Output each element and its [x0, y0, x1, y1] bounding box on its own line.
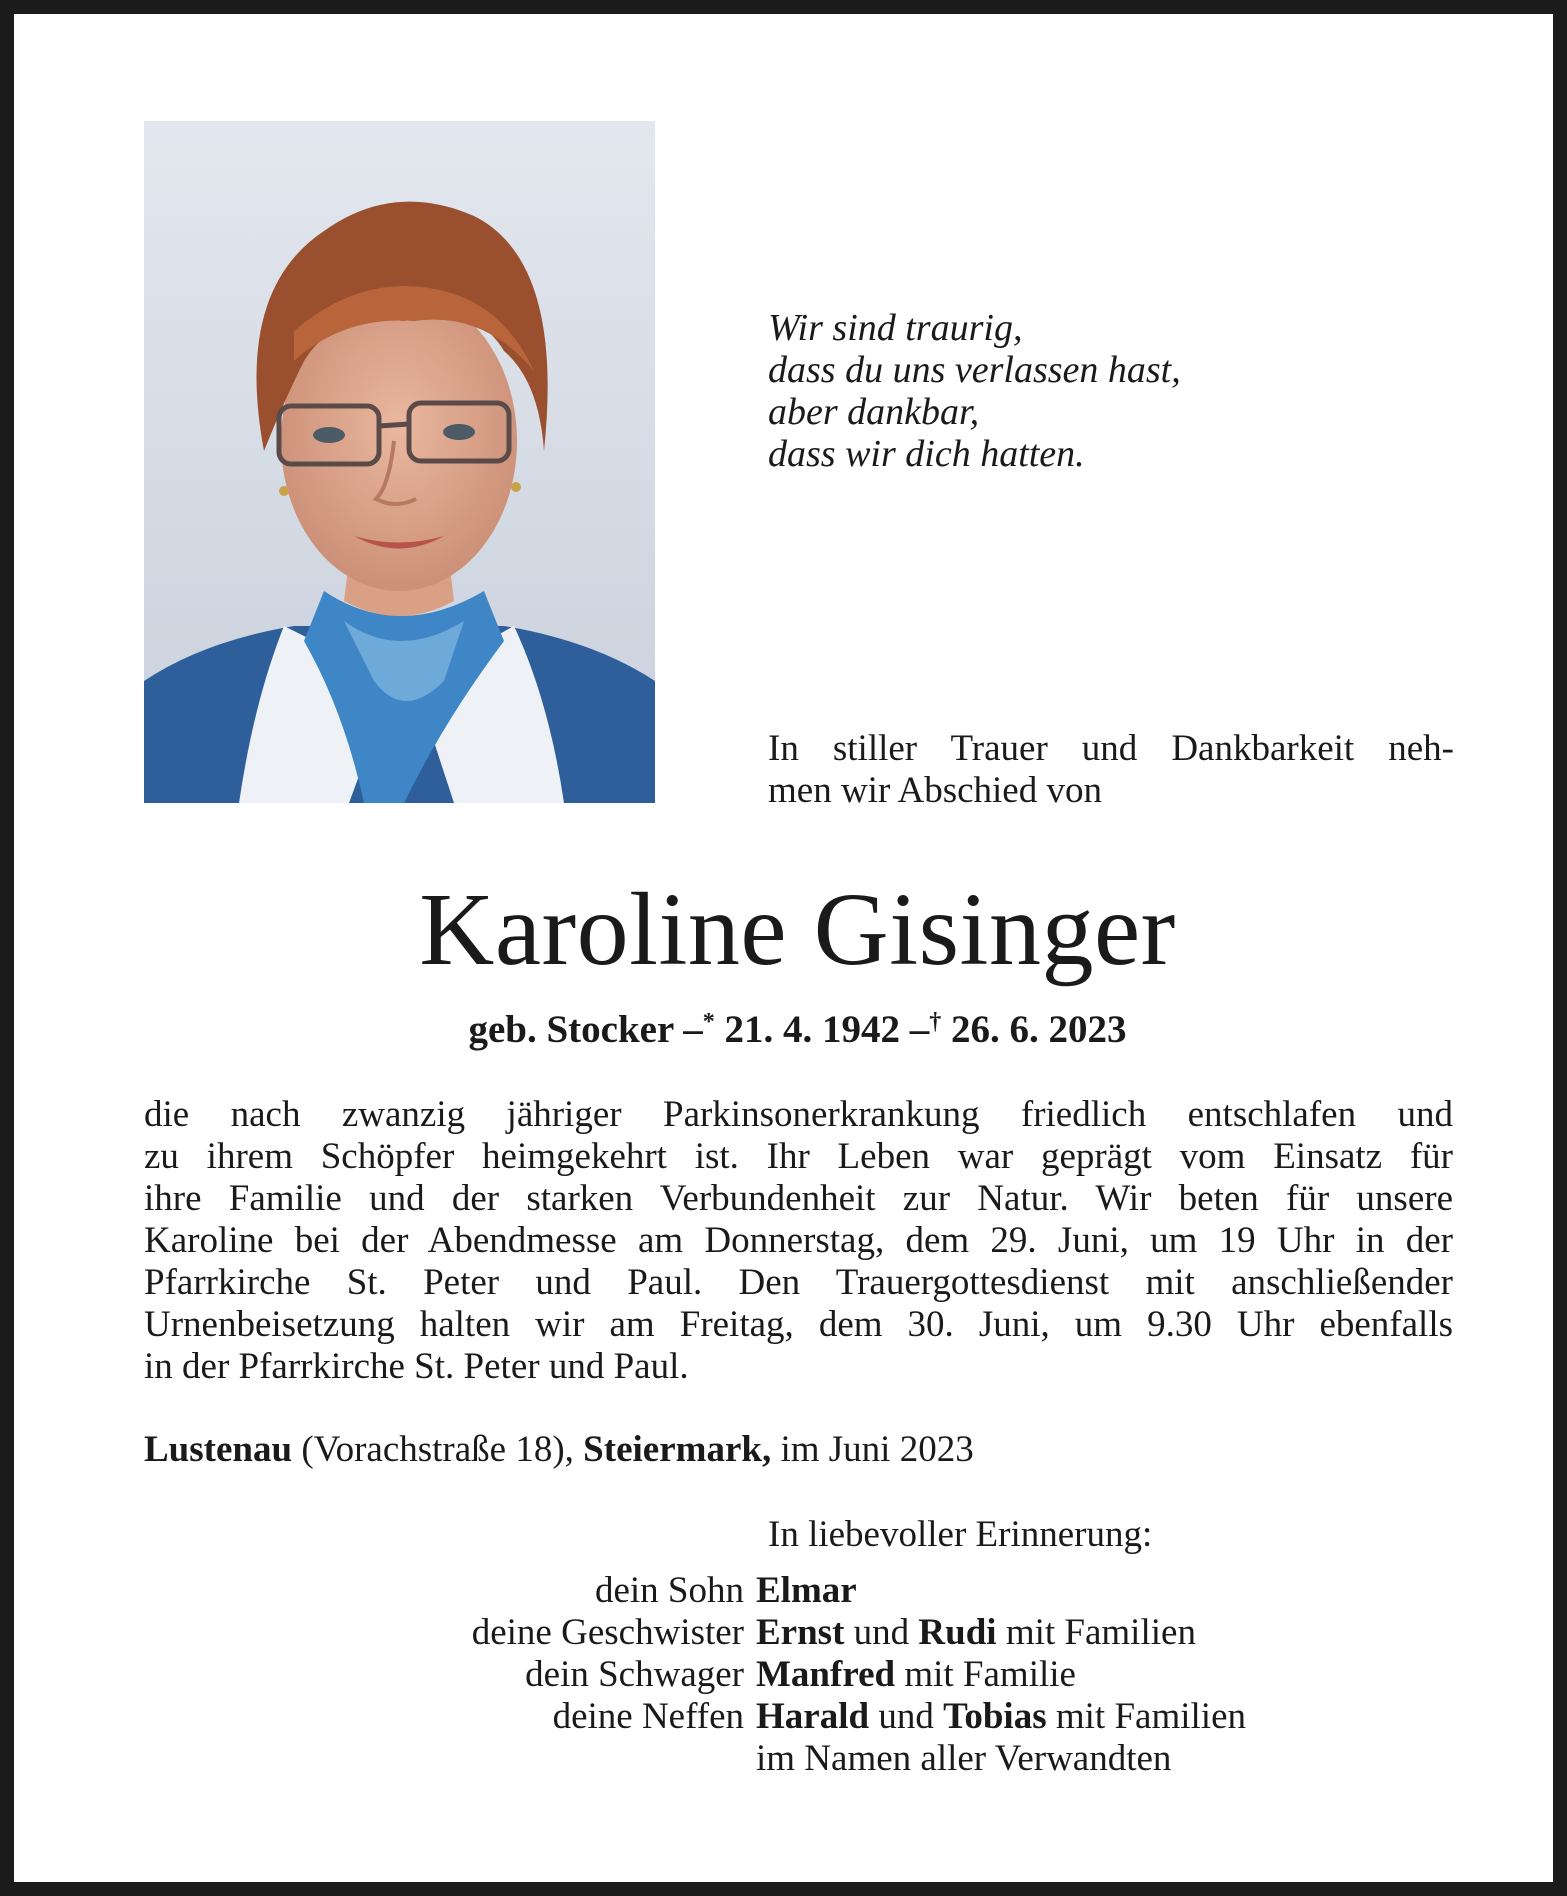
mourner-names — [756, 1570, 1464, 1612]
portrait-illustration — [144, 121, 655, 803]
life-dates — [14, 999, 1567, 1053]
closing-line: im Namen aller Verwandten — [756, 1738, 1172, 1779]
place-and-date — [144, 1429, 974, 1471]
born-name: geb. Stocker — [468, 1008, 674, 1051]
mourner-names — [756, 1612, 1464, 1654]
relation-label: deine Neffen — [552, 1696, 744, 1737]
poem-line: Wir sind traurig, — [768, 307, 1023, 349]
intro-text — [768, 728, 1454, 812]
birth-date: 21. 4. 1942 — [724, 1008, 901, 1051]
poem-line: aber dankbar, — [768, 391, 980, 433]
separator: – — [909, 1008, 930, 1051]
death-date: 26. 6. 2023 — [951, 1008, 1127, 1051]
text-line: Karoline bei der Abendmesse am Donnerstag, dem 29. Juni, um 19 Uhr in der — [144, 1220, 1453, 1261]
mourner-names — [756, 1654, 1464, 1696]
mourner-names — [756, 1696, 1464, 1738]
mourner-name: Harald — [756, 1696, 870, 1737]
memory-heading: In liebevoller Erinnerung: — [768, 1514, 1153, 1555]
relation-label: dein Sohn — [594, 1570, 744, 1611]
mourner-suffix: mit Familien — [1055, 1696, 1246, 1737]
mourner-row — [144, 1738, 1464, 1780]
conjunction: und — [878, 1696, 934, 1737]
relation-label: dein Schwager — [525, 1654, 744, 1695]
text-line: Urnenbeisetzung halten wir am Freitag, dem 30. Juni, um 9.30 Uhr ebenfalls — [144, 1304, 1453, 1345]
mourner-suffix: mit Familien — [1005, 1612, 1196, 1653]
intro-line-1: In stiller Trauer und Dankbarkeit neh- — [768, 728, 1454, 769]
intro-line-2: men wir Abschied von — [768, 770, 1102, 811]
relation-label: deine Geschwister — [471, 1612, 744, 1653]
mourner-name: Elmar — [756, 1570, 857, 1611]
text-line: zu ihrem Schöpfer heimgekehrt ist. Ihr Leben war geprägt vom Einsatz für — [144, 1136, 1453, 1177]
poem-line: dass du uns verlassen hast, — [768, 349, 1181, 391]
mourner-name: Ernst — [756, 1612, 845, 1653]
text-line: Pfarrkirche St. Peter und Paul. Den Trauergottesdienst mit anschließender — [144, 1262, 1453, 1303]
place-address: (Vorachstraße 18), — [301, 1429, 574, 1470]
place-date: im Juni 2023 — [780, 1429, 974, 1470]
place-town: Lustenau — [144, 1429, 293, 1470]
mourner-name: Rudi — [918, 1612, 997, 1653]
mourners-list — [144, 1570, 1464, 1780]
place-region: Steiermark, — [583, 1429, 772, 1470]
relation-spacer — [144, 1738, 756, 1780]
text-line: ihre Familie und der starken Verbundenheit zur Natur. Wir beten für unsere — [144, 1178, 1453, 1219]
mourner-row — [144, 1612, 1464, 1654]
mourner-name: Tobias — [943, 1696, 1047, 1737]
conjunction: und — [853, 1612, 910, 1653]
death-cross: † — [929, 1009, 942, 1035]
mourner-suffix: mit Familie — [904, 1654, 1076, 1695]
portrait-photo — [144, 121, 655, 803]
text-line: die nach zwanzig jähriger Parkinsonerkrankung friedlich entschlafen und — [144, 1094, 1453, 1135]
separator: – — [683, 1008, 703, 1051]
deceased-name: Karoline Gisinger — [419, 872, 1176, 987]
poem — [768, 307, 1468, 475]
birth-star: * — [702, 1009, 715, 1035]
obituary-text — [144, 1094, 1453, 1388]
mourner-name: Manfred — [756, 1654, 896, 1695]
poem-line: dass wir dich hatten. — [768, 433, 1085, 475]
text-line: in der Pfarrkirche St. Peter und Paul. — [144, 1346, 689, 1387]
mourner-row — [144, 1570, 1464, 1612]
mourner-row — [144, 1654, 1464, 1696]
mourner-row — [144, 1696, 1464, 1738]
